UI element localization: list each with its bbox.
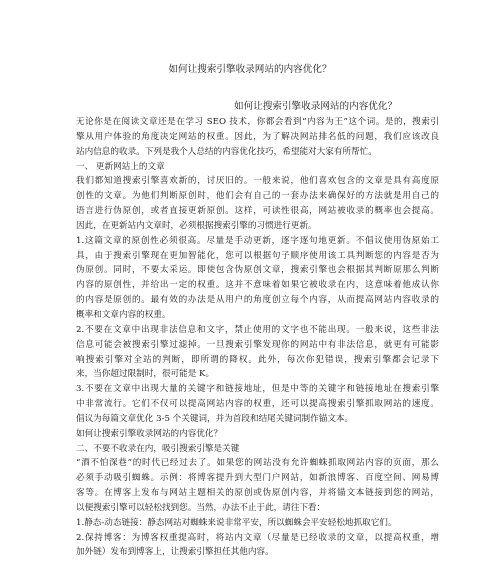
body-line: 站内信息的收录。下列是我个人总结的内容优化技巧，希望能对大家有所帮忙。 xyxy=(76,146,377,157)
body-line: 无论你是在阅读文章还是在学习 SEO 技术，你都会看到“内容为王”这个词。是的，搜索引 xyxy=(76,117,439,127)
body-line: 中非常流行。它们不仅可以提高网站内容的权重，还可以提高搜索引擎抓取网站的速度。 xyxy=(76,399,439,410)
body-line: 擎从用户体验的角度决定网站的权重。因此，为了解决网站排名低的问题，我们应该改良 xyxy=(76,131,439,142)
section-heading: 一、 更新网站上的文章 xyxy=(76,161,165,172)
body-line: 的内容是原创的。最有效的办法是从用户的角度创立每个内容，从而提高网站内容收录的 xyxy=(76,295,439,306)
body-line: 加外链）发布到博客上，让搜索引擎担任其他内容。 xyxy=(76,547,274,558)
body-line: 伪原创。同时，不要太采运。即使包含伪原创文章，搜索引擎也会根据其判断原那么判断 xyxy=(76,265,439,276)
body-line: 1.静态-动态链接：静态网站对蜘蛛来说非常平安，所以蜘蛛会平安轻松地抓取它们。 xyxy=(76,517,397,528)
body-line: 响搜索引擎对全站的判断，即所谓的降权。此外，每次你犯错误，搜索引擎都会记录下 xyxy=(76,354,439,365)
document-subtitle: 如何让搜索引擎收录网站的内容优化？ xyxy=(234,101,398,112)
body-line: 2.保持博客：为博客权重提高时，将站内文章（尽量是已经收录的文章，以提高权重，增 xyxy=(76,532,439,543)
body-line: 信息可能会被搜索引擎过滤掉。一旦搜索引擎发现你的网站中有非法信息，就更有可能影 xyxy=(76,339,439,350)
body-line: 内容的原创性，并给出一定的权重。这并不意味着如果它被收录在内，这意味着他成认你 xyxy=(76,280,439,291)
body-line: 我们都知道搜索引擎喜欢新的，讨厌旧的。一般来说，他们喜欢包含的文章是具有高度原 xyxy=(76,176,439,187)
document-body xyxy=(76,115,439,560)
section-heading: 二、不要不收录在内，吸引搜索引擎是关键 xyxy=(76,443,240,454)
body-line: 必须手动吸引蜘蛛。示例：将博客提升到大型门户网站，如新浪博客、百度空间、网易博 xyxy=(76,473,439,484)
body-line: 1.这篇文章的原创性必须很高。尽量是手动更新，逐字逐句地更新。不倡议使用伪原始工 xyxy=(76,235,439,246)
body-line: 具，由于搜索引擎现在更加智能化，您可以根据句子顺序使用该工具判断您的内容是否为 xyxy=(76,250,439,261)
body-line: 创性的文章。为他们判断原创时，他们会有自己的一套办法来确保好的方法就是用自己的 xyxy=(76,191,439,202)
section-heading: 如何让搜索引擎收录网站的内容优化？ xyxy=(76,428,223,439)
body-line: 以便搜索引擎可以轻松找到您。当然，办法不止于此，请往下看： xyxy=(76,502,326,513)
body-line: 因此，在更新站内文章时，必须根据搜索引擎的习惯进行更新。 xyxy=(76,220,317,231)
body-line: 来，当你超过限制时，很可能是 K。 xyxy=(76,369,215,380)
body-line: 概率和文章内容的权重。 xyxy=(76,309,171,320)
body-line: 2.不要在文章中出现非法信息和文字，禁止使用的文字也不能出现。一般来说，这些非法 xyxy=(76,324,439,335)
body-line: 倡议为每篇文章优化 3-5 个关键词，并为首段和结尾关键词制作锚文本。 xyxy=(76,413,354,424)
body-line: 客等。在博客上发布与网站主题相关的原创或伪原创内容，并将锚文本链接到您的网站， xyxy=(76,488,439,499)
body-line: “酒不怕深巷”的时代已经过去了。如果您的网站没有允许蜘蛛抓取网站内容的页面，那么 xyxy=(76,458,439,469)
body-line: 语言进行伪原创，或者直接更新原创。这样，可读性很高，网站被收录的概率也会提高。 xyxy=(76,206,439,217)
document-title: 如何让搜索引擎收录网站的内容优化？ xyxy=(168,64,332,75)
body-line: 3.不要在文章中出现大量的关键字和链接地址，但是中等的关键字和链接地址在搜索引擎 xyxy=(76,384,439,395)
